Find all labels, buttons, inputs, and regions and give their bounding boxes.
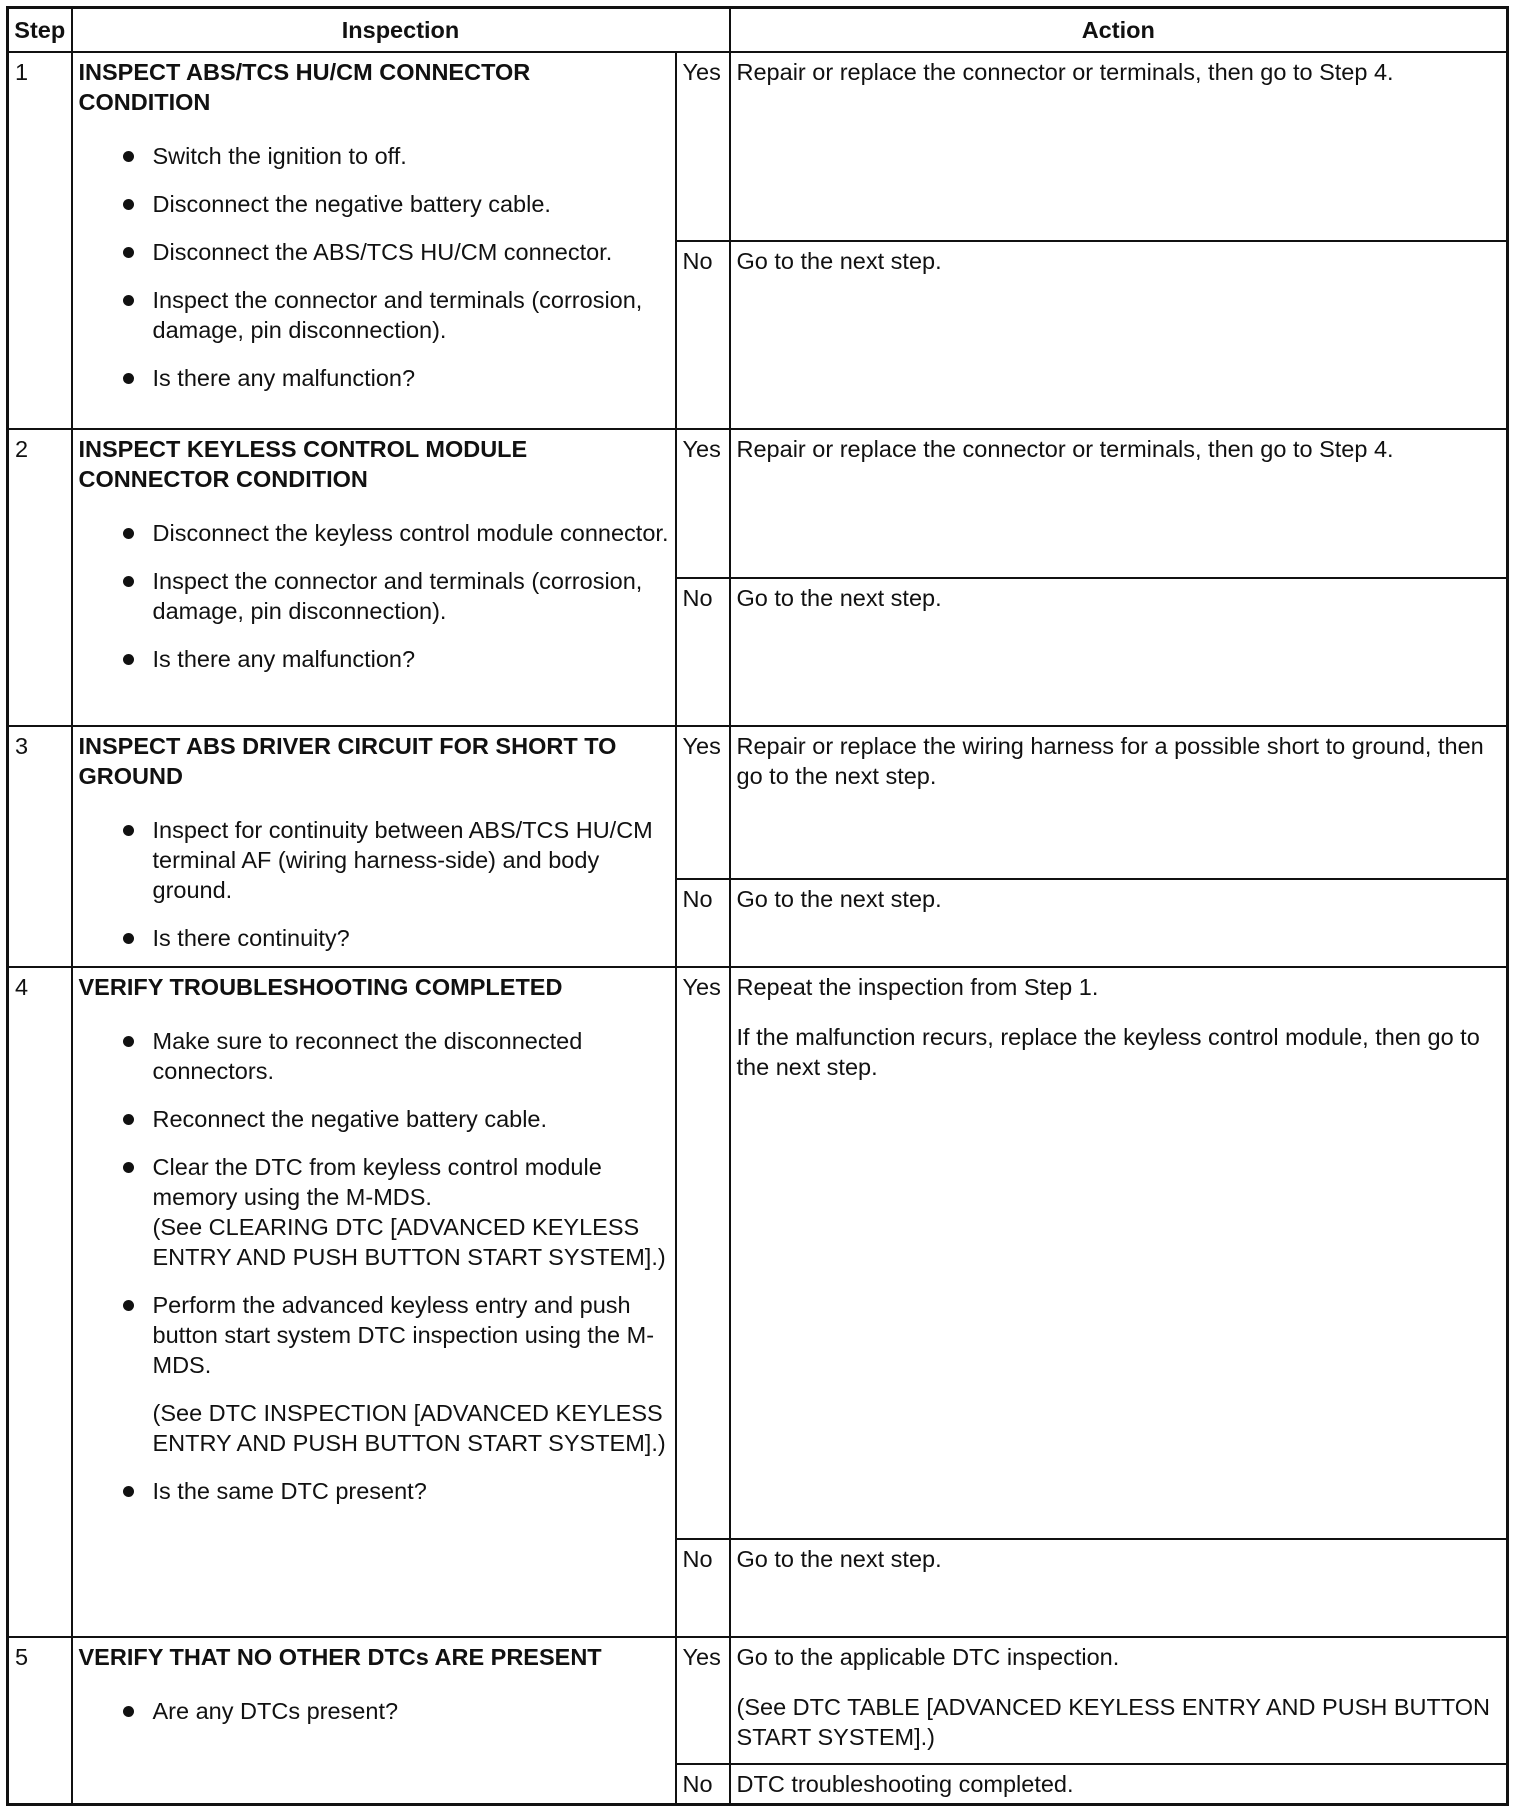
yes-label: Yes — [676, 967, 730, 1539]
bullet-icon — [123, 576, 134, 587]
no-label: No — [676, 241, 730, 430]
no-label: No — [676, 1539, 730, 1637]
inspection-bullets — [79, 1026, 669, 1212]
inspection-bullets — [79, 1696, 669, 1726]
step-row-5 — [8, 1637, 1508, 1763]
no-action: Go to the next step. — [730, 1539, 1508, 1637]
bullet-item: Reconnect the negative battery cable. — [79, 1104, 669, 1134]
inspection-title: VERIFY TROUBLESHOOTING COMPLETED — [78, 974, 563, 1001]
step-number: 1 — [8, 52, 72, 429]
step-number: 4 — [8, 967, 72, 1637]
bullet-icon — [123, 1300, 134, 1311]
step-row-2 — [8, 429, 1508, 578]
no-label: No — [676, 578, 730, 727]
yes-action: Repair or replace the wiring harness for a possible short to ground, then go to the next step. — [730, 726, 1508, 879]
action-text: Repeat the inspection from Step 1. — [736, 974, 1099, 1001]
procedure-table-wrapper — [6, 6, 1506, 1806]
inspection-cell — [72, 726, 676, 967]
bullet-item: Make sure to reconnect the disconnected connectors. — [79, 1026, 669, 1086]
bullet-item: Is there any malfunction? — [79, 363, 669, 393]
bullet-icon — [123, 654, 134, 665]
inspection-bullets — [79, 141, 669, 393]
no-action: Go to the next step. — [730, 879, 1508, 967]
bullet-icon — [123, 1114, 134, 1125]
bullet-item: Disconnect the keyless control module connector. — [79, 518, 669, 548]
header-row — [8, 8, 1508, 53]
yes-action: Repair or replace the connector or terminals, then go to Step 4. — [730, 429, 1508, 578]
inspection-title: INSPECT ABS/TCS HU/CM CONNECTOR CONDITION — [78, 59, 531, 115]
bullet-item: Inspect the connector and terminals (corrosion, damage, pin disconnection). — [79, 285, 669, 345]
no-action: Go to the next step. — [730, 241, 1508, 430]
bullet-item: Perform the advanced keyless entry and push button start system DTC inspection using the M-MDS. — [79, 1290, 669, 1380]
reference-note: (See CLEARING DTC [ADVANCED KEYLESS ENTRY AND PUSH BUTTON START SYSTEM].) — [152, 1214, 666, 1271]
bullet-item: Is there continuity? — [79, 923, 669, 953]
yes-action: Repair or replace the connector or terminals, then go to Step 4. — [730, 52, 1508, 241]
inspection-cell — [72, 52, 676, 429]
no-action: DTC troubleshooting completed. — [730, 1764, 1508, 1805]
bullet-item: Clear the DTC from keyless control module memory using the M-MDS. — [79, 1152, 669, 1212]
bullet-icon — [123, 933, 134, 944]
bullet-icon — [123, 1162, 134, 1173]
yes-action — [730, 1637, 1508, 1763]
header-inspection: Inspection — [72, 8, 730, 53]
step-row-1 — [8, 52, 1508, 241]
action-text: Go to the applicable DTC inspection. — [736, 1644, 1120, 1671]
yes-label: Yes — [676, 429, 730, 578]
bullet-item: Are any DTCs present? — [79, 1696, 669, 1726]
yes-label: Yes — [676, 726, 730, 879]
bullet-item: Inspect the connector and terminals (corrosion, damage, pin disconnection). — [79, 566, 669, 626]
no-label: No — [676, 1764, 730, 1805]
yes-label: Yes — [676, 52, 730, 241]
no-label: No — [676, 879, 730, 967]
no-action: Go to the next step. — [730, 578, 1508, 727]
step-number: 5 — [8, 1637, 72, 1804]
inspection-bullets — [79, 1290, 669, 1380]
bullet-icon — [123, 1036, 134, 1047]
bullet-icon — [123, 373, 134, 384]
bullet-icon — [123, 528, 134, 539]
bullet-icon — [123, 247, 134, 258]
step-row-3 — [8, 726, 1508, 879]
bullet-item: Disconnect the ABS/TCS HU/CM connector. — [79, 237, 669, 267]
inspection-bullets — [79, 815, 669, 953]
inspection-title: INSPECT ABS DRIVER CIRCUIT FOR SHORT TO GROUND — [78, 733, 617, 790]
header-step: Step — [8, 8, 72, 53]
bullet-icon — [123, 151, 134, 162]
header-action: Action — [730, 8, 1508, 53]
step-number: 3 — [8, 726, 72, 967]
action-text: (See DTC TABLE [ADVANCED KEYLESS ENTRY AND PUSH BUTTON START SYSTEM].) — [736, 1694, 1491, 1751]
step-number: 2 — [8, 429, 72, 726]
bullet-icon — [123, 1706, 134, 1717]
bullet-icon — [123, 199, 134, 210]
inspection-title: INSPECT KEYLESS CONTROL MODULE CONNECTOR CONDITION — [78, 436, 528, 493]
inspection-cell — [72, 1637, 676, 1804]
bullet-item: Disconnect the negative battery cable. — [79, 189, 669, 219]
yes-label: Yes — [676, 1637, 730, 1763]
yes-action — [730, 967, 1508, 1539]
action-text: If the malfunction recurs, replace the keyless control module, then go to the next step. — [736, 1024, 1480, 1081]
bullet-item: Is there any malfunction? — [79, 644, 669, 674]
inspection-bullets — [79, 518, 669, 674]
bullet-icon — [123, 295, 134, 306]
reference-note: (See DTC INSPECTION [ADVANCED KEYLESS ENTRY AND PUSH BUTTON START SYSTEM].) — [152, 1400, 666, 1457]
bullet-item: Is the same DTC present? — [79, 1476, 669, 1506]
inspection-title: VERIFY THAT NO OTHER DTCs ARE PRESENT — [78, 1644, 602, 1671]
inspection-cell — [72, 429, 676, 726]
bullet-item: Inspect for continuity between ABS/TCS HU/CM terminal AF (wiring harness-side) and body ground. — [79, 815, 669, 905]
bullet-icon — [123, 1486, 134, 1497]
bullet-item: Switch the ignition to off. — [79, 141, 669, 171]
troubleshooting-table — [6, 6, 1509, 1806]
inspection-bullets — [79, 1476, 669, 1506]
inspection-cell — [72, 967, 676, 1637]
bullet-icon — [123, 825, 134, 836]
step-row-4 — [8, 967, 1508, 1539]
